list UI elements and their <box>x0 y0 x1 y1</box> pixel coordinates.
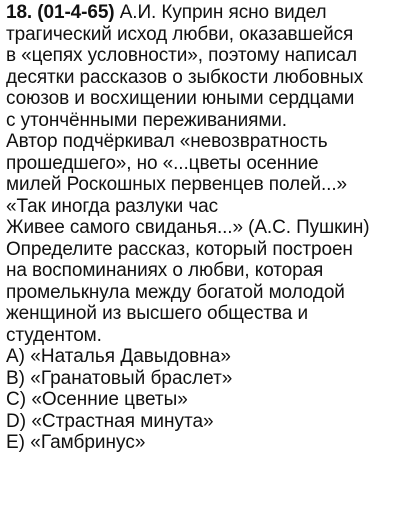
answer-option-a[interactable]: А) «Наталья Давыдовна» <box>6 346 231 367</box>
question-text-line: с утончёнными переживаниями. <box>6 109 287 131</box>
question-prompt-line: промелькнула между богатой молодой <box>6 281 345 303</box>
question-text-line: А.И. Куприн ясно видел <box>119 2 327 23</box>
question-text-line: милей Роскошных первенцев полей...» <box>6 174 347 195</box>
answer-option-d[interactable]: D) «Страстная минута» <box>6 410 214 432</box>
question-prompt-line: студентом. <box>6 324 102 346</box>
question-first-line <box>6 2 416 24</box>
question-text-line: трагический исход любви, оказавшейся <box>6 23 354 45</box>
quote-line: «Так иногда разлуки час <box>6 195 219 217</box>
question-prompt-line: Определите рассказ, который построен <box>6 238 353 260</box>
answer-option-e[interactable]: Е) «Гамбринус» <box>6 432 146 453</box>
question-prompt-line: женщиной из высшего общества и <box>6 303 308 324</box>
question-text-line: десятки рассказов о зыбкости любовных <box>6 66 364 88</box>
question-text-line: Автор подчёркивал «невозвратность <box>6 131 328 152</box>
answer-option-c[interactable]: С) «Осенние цветы» <box>6 389 188 410</box>
question-prompt-line: на воспоминаниях о любви, которая <box>6 260 324 281</box>
answer-options <box>6 346 416 454</box>
question-text-line: прошедшего», но «...цветы осенние <box>6 152 319 174</box>
answer-option-b[interactable]: В) «Гранатовый браслет» <box>6 367 233 389</box>
question-number: 18. (01-4-65) <box>6 2 115 23</box>
quote-line: Живее самого свиданья...» (А.С. Пушкин) <box>6 217 370 238</box>
question-text-line: союзов и восхищении юными сердцами <box>6 88 355 109</box>
question-card <box>6 2 416 454</box>
question-text-line: в «цепях условности», поэтому написал <box>6 45 357 66</box>
